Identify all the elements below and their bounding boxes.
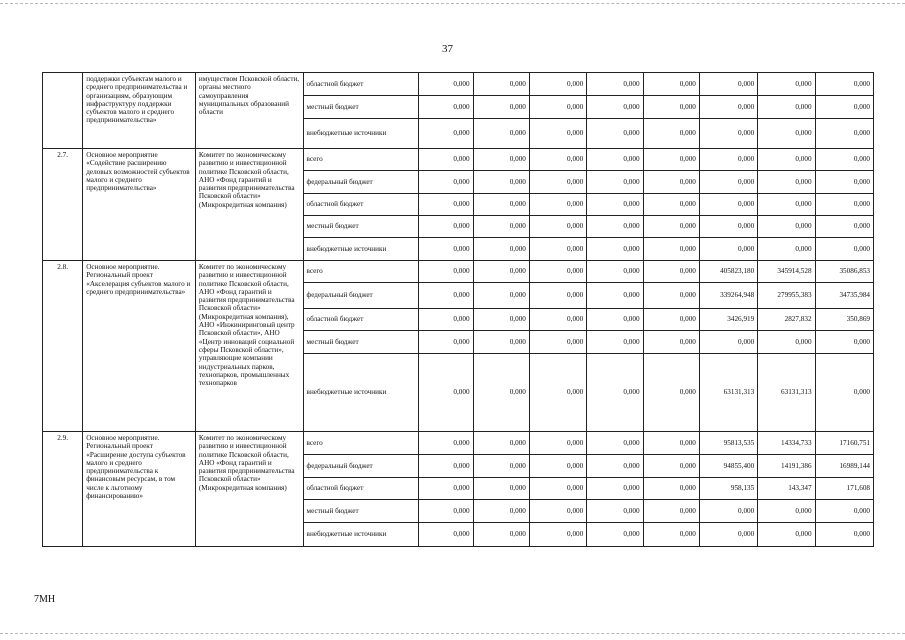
amount-cell: 0,000 [699,216,757,238]
amount-cell: 0,000 [529,73,586,96]
amount-cell: 0,000 [529,149,586,171]
amount-cell: 0,000 [529,283,586,309]
amount-cell: 0,000 [758,194,815,216]
amount-cell: 339264,948 [699,283,757,309]
amount-cell: 0,000 [473,73,529,96]
amount-cell: 0,000 [419,523,473,547]
scan-top-edge [0,3,905,4]
amount-cell: 0,000 [473,283,529,309]
funding-source: федеральный бюджет [303,283,419,309]
amount-cell: 0,000 [815,238,873,261]
funding-source: областной бюджет [303,194,419,216]
amount-cell: 0,000 [643,283,699,309]
amount-cell: 0,000 [419,171,473,194]
amount-cell: 0,000 [529,331,586,354]
amount-cell: 35086,853 [815,261,873,283]
amount-cell: 63131,313 [699,354,757,432]
funding-source: внебюджетные источники [303,119,419,149]
amount-cell: 0,000 [758,331,815,354]
funding-source: внебюджетные источники [303,354,419,432]
amount-cell: 0,000 [419,500,473,523]
amount-cell: 0,000 [815,523,873,547]
amount-cell: 34735,984 [815,283,873,309]
measure-name: Основное мероприятие. Региональный проект «Расширение доступа субъектов малого и среднего предпринимательства к финансовым ресурсам, в том числе к льготному финансированию» [83,432,196,547]
amount-cell: 0,000 [699,73,757,96]
funding-source: федеральный бюджет [303,455,419,478]
amount-cell: 14191,386 [758,455,815,478]
amount-cell: 0,000 [643,96,699,119]
amount-cell: 279955,383 [758,283,815,309]
funding-source: областной бюджет [303,73,419,96]
amount-cell: 0,000 [587,238,643,261]
amount-cell: 0,000 [699,171,757,194]
amount-cell: 63131,313 [758,354,815,432]
scan-bottom-edge [0,633,905,634]
amount-cell: 0,000 [529,309,586,331]
amount-cell: 0,000 [758,216,815,238]
amount-cell: 0,000 [699,96,757,119]
amount-cell: 0,000 [587,432,643,455]
amount-cell: 0,000 [587,261,643,283]
amount-cell: 0,000 [473,216,529,238]
amount-cell: 0,000 [815,96,873,119]
amount-cell: 0,000 [815,171,873,194]
amount-cell: 94855,400 [699,455,757,478]
amount-cell: 0,000 [587,149,643,171]
amount-cell: 0,000 [529,238,586,261]
amount-cell: 0,000 [419,96,473,119]
amount-cell: 0,000 [419,73,473,96]
amount-cell: 0,000 [699,194,757,216]
amount-cell: 171,608 [815,478,873,500]
funding-source: местный бюджет [303,96,419,119]
amount-cell: 0,000 [643,238,699,261]
amount-cell: 0,000 [643,261,699,283]
amount-cell: 17160,751 [815,432,873,455]
funding-source: федеральный бюджет [303,171,419,194]
amount-cell: 0,000 [699,523,757,547]
amount-cell: 0,000 [815,331,873,354]
amount-cell: 0,000 [758,523,815,547]
amount-cell: 0,000 [643,354,699,432]
amount-cell: 0,000 [473,500,529,523]
amount-cell: 0,000 [587,309,643,331]
budget-table [42,72,874,547]
executor-name: имуществом Псковской области, органы местного самоуправления муниципальных образований области [195,73,303,149]
amount-cell: 0,000 [587,500,643,523]
amount-cell: 0,000 [473,432,529,455]
amount-cell: 0,000 [419,354,473,432]
amount-cell: 0,000 [643,119,699,149]
amount-cell: 0,000 [758,171,815,194]
amount-cell: 0,000 [699,149,757,171]
funding-source: всего [303,261,419,283]
amount-cell: 0,000 [758,500,815,523]
amount-cell: 0,000 [529,171,586,194]
amount-cell: 0,000 [815,194,873,216]
amount-cell: 0,000 [473,171,529,194]
amount-cell: 0,000 [643,216,699,238]
amount-cell: 0,000 [758,149,815,171]
amount-cell: 0,000 [529,500,586,523]
amount-cell: 0,000 [758,119,815,149]
amount-cell: 0,000 [758,96,815,119]
amount-cell: 0,000 [643,73,699,96]
amount-cell: 0,000 [815,149,873,171]
amount-cell: 0,000 [587,331,643,354]
measure-name: Основное мероприятие «Содействие расширению деловых возможностей субъектов малого и среднего предпринимательства» [83,149,196,261]
table-row [43,73,874,96]
amount-cell: 14334,733 [758,432,815,455]
amount-cell: 0,000 [419,432,473,455]
amount-cell: 0,000 [699,119,757,149]
amount-cell: 0,000 [643,331,699,354]
amount-cell: 0,000 [587,354,643,432]
amount-cell: 0,000 [473,96,529,119]
amount-cell: 0,000 [643,455,699,478]
amount-cell: 0,000 [643,149,699,171]
measure-name: Основное мероприятие. Региональный проект «Акселерация субъектов малого и среднего предпринимательства» [83,261,196,432]
amount-cell: 0,000 [587,171,643,194]
amount-cell: 0,000 [643,194,699,216]
amount-cell: 0,000 [419,119,473,149]
amount-cell: 0,000 [529,432,586,455]
amount-cell: 0,000 [473,119,529,149]
table-row [43,261,874,283]
amount-cell: 16989,144 [815,455,873,478]
amount-cell: 0,000 [699,331,757,354]
amount-cell: 0,000 [587,478,643,500]
amount-cell: 95813,535 [699,432,757,455]
amount-cell: 0,000 [643,500,699,523]
amount-cell: 0,000 [587,73,643,96]
amount-cell: 0,000 [587,283,643,309]
amount-cell: 0,000 [643,171,699,194]
amount-cell: 350,869 [815,309,873,331]
amount-cell: 0,000 [643,309,699,331]
amount-cell: 0,000 [699,238,757,261]
amount-cell: 0,000 [587,523,643,547]
amount-cell: 143,347 [758,478,815,500]
page-number: 37 [442,43,453,55]
row-number: 2.8. [43,261,83,432]
amount-cell: 0,000 [419,261,473,283]
row-number: 2.7. [43,149,83,261]
executor-name: Комитет по экономическому развитию и инвестиционной политике Псковской области, АНО «Фонд гарантий и развития предпринимательства Псковской области» (Микрокредитная компания) [195,149,303,261]
amount-cell: 0,000 [473,149,529,171]
amount-cell: 0,000 [419,309,473,331]
funding-source: внебюджетные источники [303,523,419,547]
amount-cell: 0,000 [419,238,473,261]
table-body [43,73,874,547]
amount-cell: 0,000 [473,331,529,354]
amount-cell: 0,000 [758,238,815,261]
amount-cell: 0,000 [529,119,586,149]
amount-cell: 0,000 [529,455,586,478]
amount-cell: 0,000 [529,261,586,283]
amount-cell: 0,000 [529,216,586,238]
table-row [43,149,874,171]
amount-cell: 0,000 [815,119,873,149]
amount-cell: 0,000 [815,73,873,96]
amount-cell: 0,000 [529,194,586,216]
amount-cell: 0,000 [643,523,699,547]
row-number: 2.9. [43,432,83,547]
amount-cell: 0,000 [643,432,699,455]
amount-cell: 0,000 [473,261,529,283]
amount-cell: 0,000 [529,523,586,547]
amount-cell: 0,000 [473,194,529,216]
amount-cell: 0,000 [587,194,643,216]
table-row [43,432,874,455]
executor-name: Комитет по экономическому развитию и инвестиционной политике Псковской области, АНО «Фонд гарантий и развития предпринимательства Псковской области» (Микрокредитная компания) [195,432,303,547]
amount-cell: 3426,919 [699,309,757,331]
amount-cell: 0,000 [587,96,643,119]
funding-source: местный бюджет [303,331,419,354]
amount-cell: 0,000 [419,149,473,171]
amount-cell: 0,000 [473,478,529,500]
amount-cell: 0,000 [815,216,873,238]
executor-name: Комитет по экономическому развитию и инвестиционной политике Псковской области, АНО «Фонд гарантий и развития предпринимательства Псковской области» (Микрокредитная компания), АНО «Инжиниринговый центр Псковской области», АНО «Центр инноваций социальной сферы Псковской области», управляющие компании индустриальных парков, технопарков, промышленных технопарков [195,261,303,432]
amount-cell: 0,000 [419,194,473,216]
amount-cell: 0,000 [587,216,643,238]
amount-cell: 0,000 [529,96,586,119]
amount-cell: 0,000 [419,216,473,238]
amount-cell: 0,000 [473,354,529,432]
measure-name: поддержки субъектам малого и среднего предпринимательства и организациям, образующим инфраструктуру поддержки субъектов малого и среднего предпринимательства» [83,73,196,149]
footer-code: 7МН [34,594,56,605]
funding-source: местный бюджет [303,500,419,523]
amount-cell: 345914,528 [758,261,815,283]
amount-cell: 405823,180 [699,261,757,283]
amount-cell: 0,000 [587,455,643,478]
funding-source: местный бюджет [303,216,419,238]
amount-cell: 0,000 [419,331,473,354]
funding-source: всего [303,149,419,171]
amount-cell: 0,000 [643,478,699,500]
amount-cell: 0,000 [758,73,815,96]
amount-cell: 0,000 [529,354,586,432]
amount-cell: 0,000 [587,119,643,149]
amount-cell: 0,000 [473,238,529,261]
amount-cell: 0,000 [419,283,473,309]
row-number [43,73,83,149]
amount-cell: 0,000 [815,500,873,523]
amount-cell: 0,000 [419,478,473,500]
funding-source: областной бюджет [303,309,419,331]
funding-source: всего [303,432,419,455]
funding-source: внебюджетные источники [303,238,419,261]
amount-cell: 2827,832 [758,309,815,331]
amount-cell: 0,000 [473,523,529,547]
amount-cell: 0,000 [473,309,529,331]
amount-cell: 0,000 [699,500,757,523]
amount-cell: 0,000 [529,478,586,500]
amount-cell: 958,135 [699,478,757,500]
funding-source: областной бюджет [303,478,419,500]
amount-cell: 0,000 [815,354,873,432]
amount-cell: 0,000 [419,455,473,478]
amount-cell: 0,000 [473,455,529,478]
